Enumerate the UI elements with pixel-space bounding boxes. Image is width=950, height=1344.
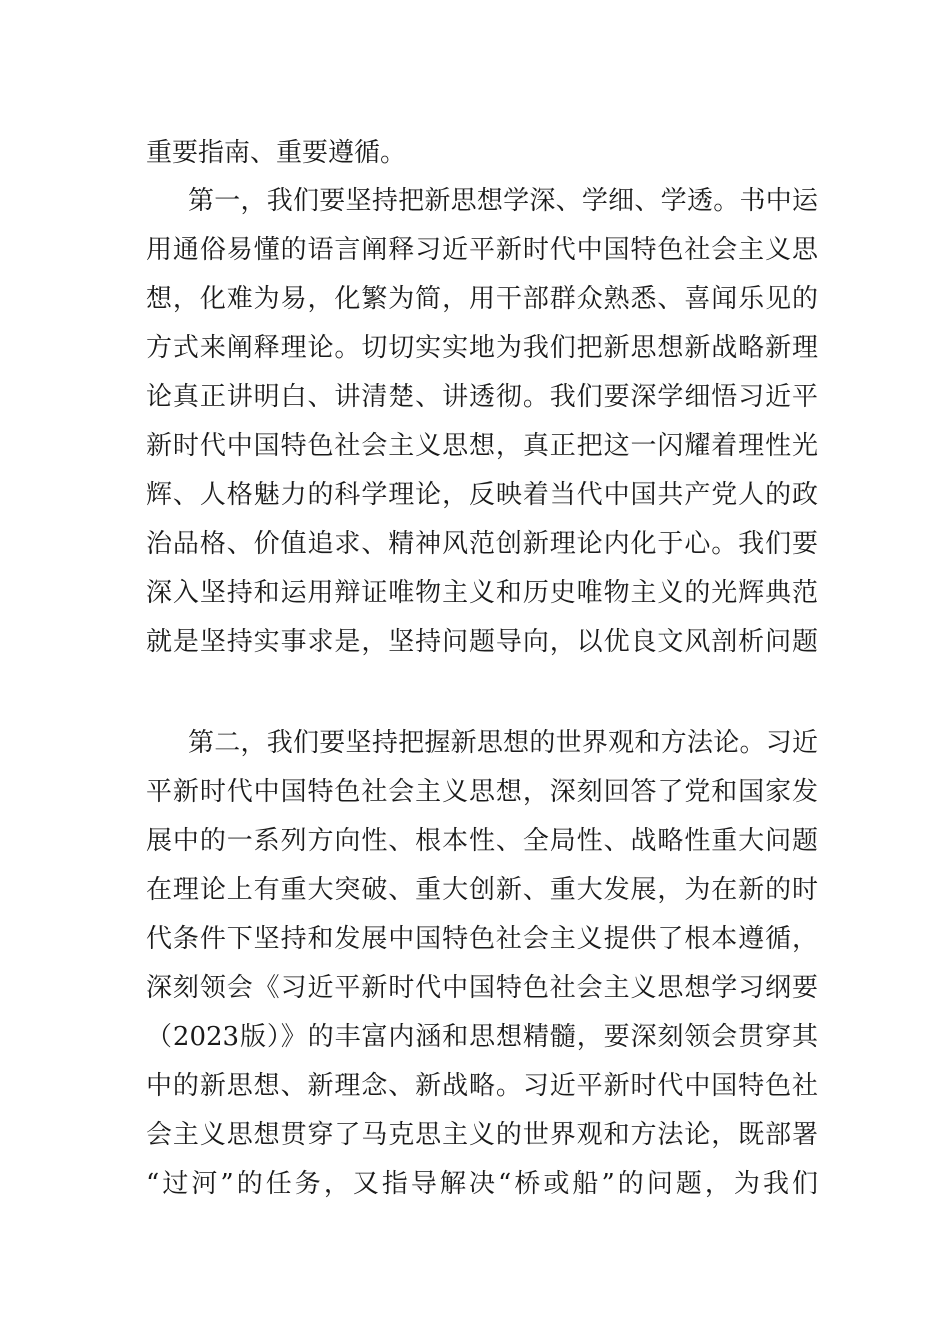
paragraph-line: 辉、人格魅力的科学理论，反映着当代中国共产党人的政 (146, 480, 818, 510)
paragraph-line: 论真正讲明白、讲清楚、讲透彻。我们要深学细悟习近平 (146, 382, 818, 412)
paragraph-line: 重要指南、重要遵循。 (146, 138, 407, 168)
paragraph-line: “过河”的任务，又指导解决“桥或船”的问题，为我们 (146, 1169, 818, 1199)
paragraph-line: （2023版）》的丰富内涵和思想精髓，要深刻领会贯穿其 (146, 1022, 818, 1052)
paragraph-line: 治品格、价值追求、精神风范创新理论内化于心。我们要 (146, 529, 818, 559)
paragraph-line: 代条件下坚持和发展中国特色社会主义提供了根本遵循， (146, 924, 818, 954)
paragraph-line: 方式来阐释理论。切切实实地为我们把新思想新战略新理 (146, 333, 818, 363)
paragraph-line: 用通俗易懂的语言阐释习近平新时代中国特色社会主义思 (146, 235, 818, 265)
paragraph-line: 第一，我们要坚持把新思想学深、学细、学透。书中运 (188, 186, 818, 216)
paragraph-line: 展中的一系列方向性、根本性、全局性、战略性重大问题 (146, 826, 818, 856)
paragraph-line: 第二，我们要坚持把握新思想的世界观和方法论。习近 (188, 728, 818, 758)
paragraph-line: 中的新思想、新理念、新战略。习近平新时代中国特色社 (146, 1071, 818, 1101)
paragraph-line: 在理论上有重大突破、重大创新、重大发展，为在新的时 (146, 875, 818, 905)
paragraph-line: 平新时代中国特色社会主义思想，深刻回答了党和国家发 (146, 777, 818, 807)
paragraph-line: 深入坚持和运用辩证唯物主义和历史唯物主义的光辉典范 (146, 578, 818, 608)
paragraph-line: 会主义思想贯穿了马克思主义的世界观和方法论，既部署 (146, 1120, 818, 1150)
paragraph-line: 就是坚持实事求是，坚持问题导向，以优良文风剖析问题 (146, 627, 818, 657)
paragraph-line: 新时代中国特色社会主义思想，真正把这一闪耀着理性光 (146, 431, 818, 461)
paragraph-line: 深刻领会《习近平新时代中国特色社会主义思想学习纲要 (146, 973, 818, 1003)
paragraph-line: 想，化难为易，化繁为简，用干部群众熟悉、喜闻乐见的 (146, 284, 818, 314)
